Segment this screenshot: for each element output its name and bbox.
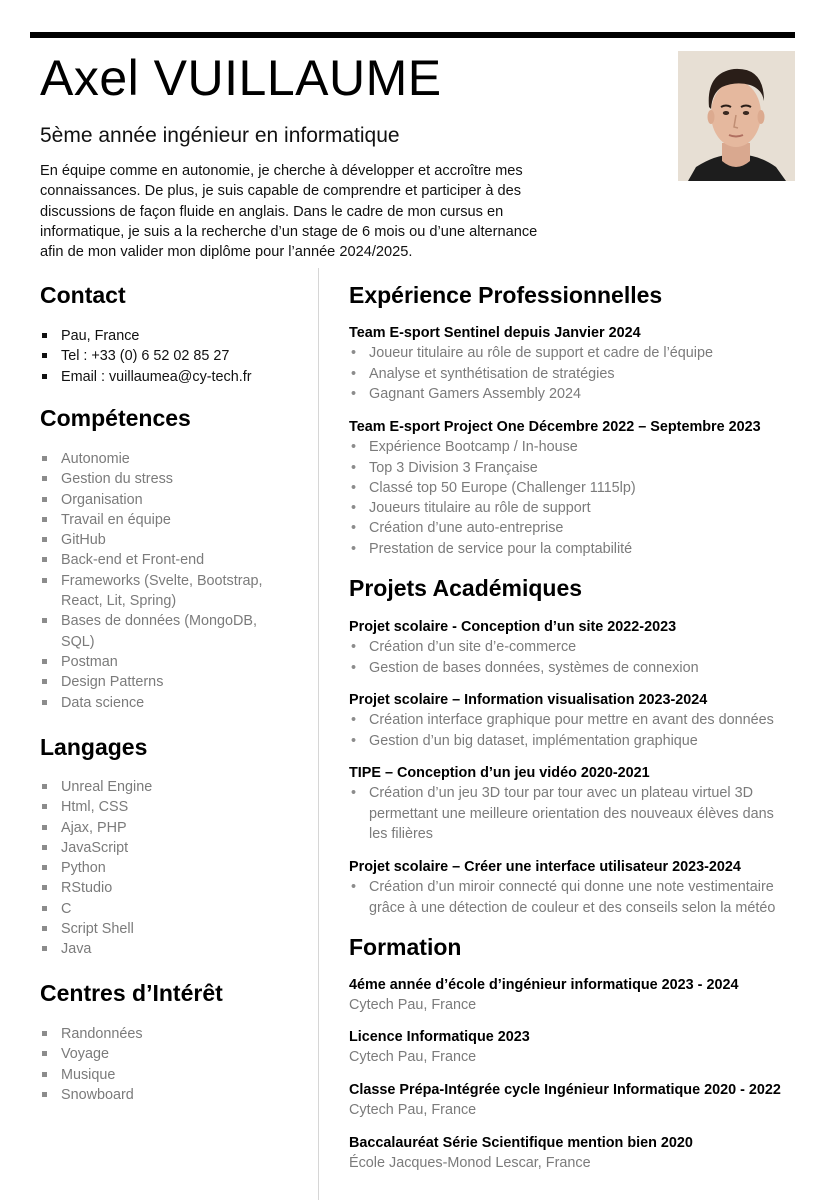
entry-title: Projet scolaire - Conception d’un site 2022-2023 xyxy=(349,619,677,635)
list-item: • Gestion d’un big dataset, implémentation graphique xyxy=(349,731,819,751)
list-item: • Gagnant Gamers Assembly 2024 xyxy=(349,384,819,404)
entry-place: École Jacques-Monod Lescar, France xyxy=(349,1155,591,1172)
entry-place: Cytech Pau, France xyxy=(349,997,477,1014)
entry-bullets xyxy=(349,637,819,678)
list-item: • Analyse et synthétisation de stratégies xyxy=(349,364,819,384)
list-item: Java xyxy=(40,939,152,959)
formation-entry xyxy=(349,1133,819,1174)
contact-phone: Tel : +33 (0) 6 52 02 85 27 xyxy=(40,346,252,366)
list-item: Gestion du stress xyxy=(40,469,300,489)
list-item-line: les filières xyxy=(369,825,433,842)
entry-bullets xyxy=(349,437,819,559)
list-item: Voyage xyxy=(40,1044,143,1064)
entry-title: Licence Informatique 2023 xyxy=(349,1029,530,1045)
list-item: JavaScript xyxy=(40,838,152,858)
list-item: Design Patterns xyxy=(40,672,300,692)
summary-line: informatique, je suis a la recherche d’un stage de 6 mois ou d’une alternance xyxy=(40,223,538,240)
contact-list xyxy=(40,326,252,387)
competences-list xyxy=(40,449,300,713)
list-item-line: Bases de données (MongoDB, xyxy=(61,613,257,630)
competences-heading: Compétences xyxy=(40,405,191,431)
list-item: Organisation xyxy=(40,490,300,510)
list-item xyxy=(40,571,300,612)
list-item-line: grâce à une détection de couleur et des conseils selon la météo xyxy=(369,899,776,916)
summary-line: afin de mon valider mon diplôme pour l’année 2024/2025. xyxy=(40,244,413,261)
list-item xyxy=(40,611,300,652)
list-item: • Création interface graphique pour mettre en avant des données xyxy=(349,710,819,730)
list-item: • Classé top 50 Europe (Challenger 1115lp) xyxy=(349,478,819,498)
list-item-line: Frameworks (Svelte, Bootstrap, xyxy=(61,572,263,589)
entry-bullets xyxy=(349,877,819,918)
list-item: • Top 3 Division 3 Française xyxy=(349,458,819,478)
entry-title: Projet scolaire – Créer une interface utilisateur 2023-2024 xyxy=(349,859,741,875)
projets-heading: Projets Académiques xyxy=(349,575,583,601)
list-item: C xyxy=(40,899,152,919)
list-item: • Création d’une auto-entreprise xyxy=(349,518,819,538)
list-item: • Joueur titulaire au rôle de support et cadre de l’équipe xyxy=(349,343,819,363)
entry-title: Team E-sport Project One Décembre 2022 – Septembre 2023 xyxy=(349,419,761,435)
list-item: GitHub xyxy=(40,530,300,550)
list-item: • Expérience Bootcamp / In-house xyxy=(349,437,819,457)
project-entry xyxy=(349,690,819,751)
list-item: • Joueurs titulaire au rôle de support xyxy=(349,498,819,518)
entry-title: 4éme année d’école d’ingénieur informatique 2023 - 2024 xyxy=(349,977,739,993)
summary-paragraph xyxy=(40,161,600,262)
list-item-line: SQL) xyxy=(61,633,95,650)
project-entry xyxy=(349,857,819,918)
contact-location: Pau, France xyxy=(40,326,252,346)
entry-bullets xyxy=(349,710,819,751)
entry-place: Cytech Pau, France xyxy=(349,1102,477,1119)
entry-title: TIPE – Conception d’un jeu vidéo 2020-2021 xyxy=(349,765,650,781)
summary-line: En équipe comme en autonomie, je cherche à développer et accroître mes xyxy=(40,163,523,179)
list-item: Data science xyxy=(40,693,300,713)
column-divider xyxy=(318,268,319,1200)
candidate-title: 5ème année ingénieur en informatique xyxy=(40,124,400,147)
entry-bullets xyxy=(349,783,819,844)
list-item: • Prestation de service pour la comptabilité xyxy=(349,539,819,559)
entry-title: Classe Prépa-Intégrée cycle Ingénieur Informatique 2020 - 2022 xyxy=(349,1082,781,1098)
list-item-line: React, Lit, Spring) xyxy=(61,593,177,610)
list-item: Script Shell xyxy=(40,919,152,939)
list-item: • Gestion de bases données, systèmes de connexion xyxy=(349,658,819,678)
list-item: Snowboard xyxy=(40,1085,143,1105)
list-item: Html, CSS xyxy=(40,797,152,817)
project-entry xyxy=(349,763,819,844)
list-item: Postman xyxy=(40,652,300,672)
list-item: Autonomie xyxy=(40,449,300,469)
entry-title: Baccalauréat Série Scientifique mention bien 2020 xyxy=(349,1135,693,1151)
list-item-line: • Création d’un jeu 3D tour par tour avec un plateau virtuel 3D xyxy=(369,785,753,802)
list-item: Musique xyxy=(40,1065,143,1085)
candidate-name: Axel VUILLAUME xyxy=(40,50,442,106)
project-entry xyxy=(349,617,819,678)
list-item: Python xyxy=(40,858,152,878)
experience-entry xyxy=(349,417,819,559)
contact-heading: Contact xyxy=(40,282,126,308)
list-item xyxy=(349,783,819,844)
formation-heading: Formation xyxy=(349,934,462,960)
entry-title: Team E-sport Sentinel depuis Janvier 2024 xyxy=(349,325,641,341)
list-item-line: • Création d’un miroir connecté qui donne une note vestimentaire xyxy=(369,879,774,896)
list-item: • Création d’un site d’e-commerce xyxy=(349,637,819,657)
list-item: Randonnées xyxy=(40,1024,143,1044)
summary-line: discussions de façon fluide en anglais. Dans le cadre de mon cursus en xyxy=(40,203,504,220)
entry-place: Cytech Pau, France xyxy=(349,1049,477,1066)
list-item: Ajax, PHP xyxy=(40,818,152,838)
list-item: Travail en équipe xyxy=(40,510,300,530)
profile-photo xyxy=(678,51,795,181)
summary-line: connaissances. De plus, je suis capable de comprendre et participer à des xyxy=(40,183,522,200)
langages-heading: Langages xyxy=(40,734,148,760)
list-item: Unreal Engine xyxy=(40,777,152,797)
list-item-line: permettant une meilleure orientation des nouveaux élèves dans xyxy=(369,805,774,822)
list-item: Back-end et Front-end xyxy=(40,550,300,570)
portrait-illustration xyxy=(678,51,795,181)
list-item xyxy=(349,877,819,918)
formation-entry xyxy=(349,1027,819,1068)
entry-bullets xyxy=(349,343,819,404)
interets-heading: Centres d’Intérêt xyxy=(40,980,223,1006)
list-item: RStudio xyxy=(40,878,152,898)
experience-heading: Expérience Professionnelles xyxy=(349,282,663,308)
contact-email: Email : vuillaumea@cy-tech.fr xyxy=(40,367,252,387)
formation-entry xyxy=(349,975,819,1016)
experience-entry xyxy=(349,323,819,404)
top-rule xyxy=(30,32,795,38)
langages-list xyxy=(40,777,152,960)
interets-list xyxy=(40,1024,143,1105)
formation-entry xyxy=(349,1080,819,1121)
entry-title: Projet scolaire – Information visualisation 2023-2024 xyxy=(349,692,708,708)
